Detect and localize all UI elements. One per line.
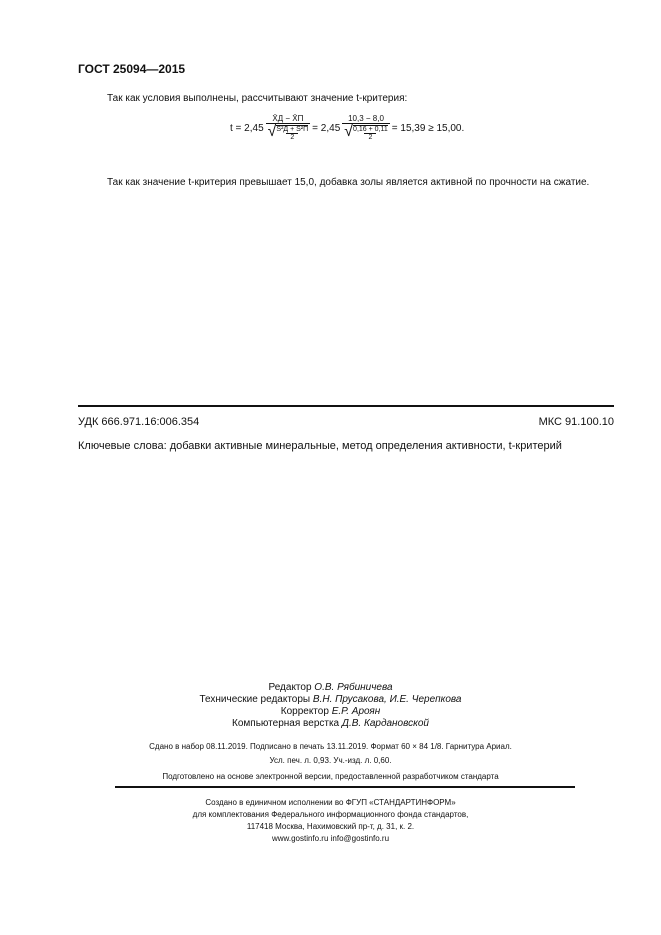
text: S²Д + S²П: [276, 126, 309, 133]
text: 10,3 − 8,0: [348, 114, 384, 123]
publisher-line-3: 117418 Москва, Нахимовский пр-т, д. 31, к. 2.: [246, 822, 415, 831]
publisher-line-1: Создано в единичном исполнении во ФГУП «СТАНДАРТИНФОРМ»: [205, 798, 456, 807]
divider: [78, 405, 614, 407]
text: 2: [286, 133, 298, 141]
udk-code: УДК 666.971.16:006.354: [78, 416, 200, 428]
publisher-line-2: для комплектования Федерального информационного фонда стандартов,: [192, 810, 469, 819]
divider: [115, 786, 575, 788]
text: Технические редакторы: [199, 694, 311, 705]
paragraph-conditions: Так как условия выполнены, рассчитывают значение t-критерия:: [107, 93, 408, 104]
text: 2: [364, 133, 376, 141]
text: Е.Р. Ароян: [331, 706, 381, 717]
text: Редактор: [268, 682, 312, 693]
publisher-contacts: www.gostinfo.ru info@gostinfo.ru: [271, 834, 390, 843]
document-header: ГОСТ 25094—2015: [78, 62, 186, 76]
text: t = 2,45: [230, 122, 264, 134]
credit-tech-editors: [0, 694, 661, 705]
print-info-2: Усл. печ. л. 0,93. Уч.-изд. л. 0,60.: [269, 756, 392, 765]
text: 0,16 + 0,11: [353, 126, 388, 133]
text: = 15,39 ≥ 15,00.: [391, 122, 465, 134]
credit-layout: [0, 718, 661, 729]
t-criterion-formula: t = 2,45 X̄Д − X̄П √ S²Д + S²П 2 = 2,45 10,3 − 8,0 √ 0,16 + 0,11 2 = 15,39 ≥ 15,00.: [230, 114, 465, 141]
text: В.Н. Прусакова, И.Е. Черепкова: [312, 694, 462, 705]
print-info-3: Подготовлено на основе электронной версии, предоставленной разработчиком стандарта: [162, 772, 499, 781]
text: X̄Д − X̄П: [272, 114, 304, 123]
text: Корректор: [280, 706, 329, 717]
print-info-1: Сдано в набор 08.11.2019. Подписано в печать 13.11.2019. Формат 60 × 84 1/8. Гарнитура Ариал.: [149, 742, 512, 751]
text: Д.В. Кардановской: [341, 718, 429, 729]
text: Компьютерная верстка: [232, 718, 340, 729]
keywords: Ключевые слова: добавки активные минеральные, метод определения активности, t-критерий: [78, 440, 562, 452]
credit-corrector: [0, 706, 661, 717]
mks-code: МКС 91.100.10: [538, 416, 614, 428]
paragraph-conclusion: Так как значение t-критерия превышает 15,0, добавка золы является активной по прочности на сжатие.: [107, 177, 590, 188]
text: = 2,45: [312, 122, 341, 134]
credit-editor: [0, 682, 661, 693]
text: О.В. Рябиничева: [314, 682, 393, 693]
